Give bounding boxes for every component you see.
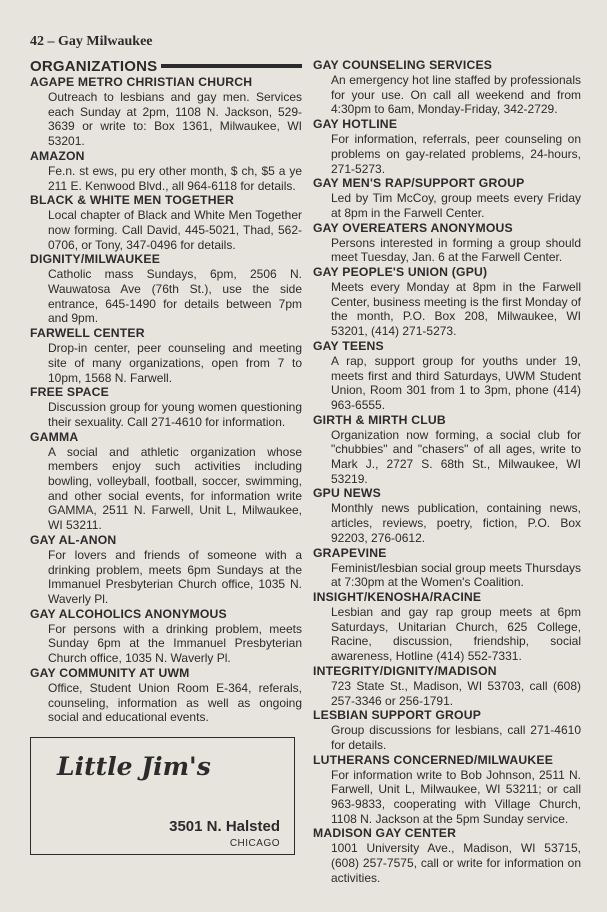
entry-body: 1001 University Ave., Madison, WI 53715, (608) 257-7575, call or write for information on activities. [331, 841, 581, 885]
entry-title: FARWELL CENTER [30, 326, 145, 341]
entry-title: GRAPEVINE [313, 545, 387, 560]
entry-body: Drop-in center, peer counseling and meeting site of many organizations, open from 7 to 10pm, 1568 N. Farwell. [48, 341, 302, 385]
ad-city: CHICAGO [229, 838, 280, 849]
directory-entry [313, 413, 581, 487]
entry-body: A social and athletic organization whose members enjoy such activities including bowling, volleyball, football, soccer, swimming, and other social events, for information write GAMMA, 2511 N. Farwell, Unit L, Milwaukee, WI 53211. [48, 444, 302, 533]
directory-entry [313, 221, 581, 265]
entry-title: AGAPE METRO CHRISTIAN CHURCH [30, 75, 253, 89]
directory-entry [30, 252, 302, 326]
directory-entry [313, 546, 581, 590]
directory-entry [313, 117, 581, 176]
entry-body: 723 State St., Madison, WI 53703, call (608) 257-3346 or 256-1791. [331, 678, 581, 708]
directory-entry [313, 486, 581, 545]
entry-title: GAY HOTLINE [313, 117, 398, 132]
entry-body: Outreach to lesbians and gay men. Services each Sunday at 2pm, 1108 N. Jackson, 529-3639 or write to: Box 1361, Milwaukee, WI 53201. [48, 90, 302, 149]
entry-body: An emergency hot line staffed by professionals for your use. On call all weekend and from 4:30pm to 6am, Monday-Friday, 342-2729. [331, 73, 581, 117]
advertisement-box [30, 737, 295, 855]
entry-title: INSIGHT/KENOSHA/RACINE [313, 589, 482, 604]
directory-entry [30, 666, 302, 725]
entry-title: GAY OVEREATERS ANONYMOUS [313, 220, 513, 235]
entry-title: GPU NEWS [313, 486, 381, 501]
entry-body: Fe.n. st ews, pu ery other month, $ ch, $5 a ye 211 E. Kenwood Blvd., all 964-6118 for details. [48, 163, 302, 193]
directory-entry [30, 326, 302, 385]
left-entry-list [30, 75, 302, 725]
entry-body: Persons interested in forming a group should meet Tuesday, Jan. 6 at the Farwell Center. [331, 235, 581, 265]
directory-entry [30, 75, 302, 149]
entry-body: Group discussions for lesbians, call 271-4610 for details. [331, 723, 581, 752]
directory-entry [313, 753, 581, 827]
page-folio: 42 – Gay Milwaukee [30, 34, 153, 49]
directory-entry [30, 430, 302, 533]
directory-entry [313, 708, 581, 752]
entry-body: Monthly news publication, containing news, articles, reviews, poetry, fiction, P.O. Box 92203, 276-0612. [331, 501, 581, 545]
entry-title: GAY COUNSELING SERVICES [313, 58, 493, 72]
entry-body: Meets every Monday at 8pm in the Farwell Center, business meeting is the first Monday of the month, P.O. Box 208, Milwaukee, WI 53201, (414) 271-5273. [331, 280, 581, 339]
directory-entry [313, 176, 581, 220]
right-column [313, 58, 581, 886]
directory-entry [30, 149, 302, 193]
directory-entry [313, 265, 581, 339]
entry-body: A rap, support group for youths under 19, meets first and third Saturdays, UWM Student Union, Room 301 from 1 to 3pm, phone (414) 963-6555. [331, 353, 581, 412]
section-header [30, 58, 302, 74]
section-title: ORGANIZATIONS [30, 57, 158, 75]
directory-entry [313, 826, 581, 885]
entry-body: Office, Student Union Room E-364, referals, counseling, information as well as ongoing social and educational events. [48, 680, 302, 725]
entry-body: For information write to Bob Johnson, 2511 N. Farwell, Unit L, Milwaukee, WI 53211; or call 963-9833, cooperating with Village Church, 1108 N. Jackson at the 5pm Sunday service. [331, 767, 581, 826]
directory-entry [30, 193, 302, 252]
directory-entry [30, 607, 302, 666]
directory-entry [313, 664, 581, 708]
entry-title: LESBIAN SUPPORT GROUP [313, 708, 482, 723]
ad-address: 3501 N. Halsted [169, 818, 280, 835]
entry-title: DIGNITY/MILWAUKEE [30, 252, 161, 267]
ad-business-name: Little Jim's [57, 752, 211, 781]
entry-title: INTEGRITY/DIGNITY/MADISON [313, 663, 497, 678]
directory-entry [30, 385, 302, 429]
entry-body: Lesbian and gay rap group meets at 6pm Saturdays, Unitarian Church, 625 College, Racine, discussion, friendship, social awareness, Hotline (414) 552-7331. [331, 604, 581, 664]
entry-title: GAY AL-ANON [30, 532, 117, 547]
entry-title: AMAZON [30, 148, 85, 163]
section-rule [161, 64, 302, 68]
entry-body: Organization now forming, a social club for "chubbies" and "chasers" of all ages, write to Mark J., 2727 S. 68th St., Milwaukee, WI 53219. [331, 427, 581, 486]
entry-body: Discussion group for young women questioning their sexuality. Call 271-4610 for information. [48, 400, 302, 429]
directory-entry [30, 533, 302, 607]
entry-body: For persons with a drinking problem, meets Sunday 6pm at the Immanuel Presbyterian Church office, 1035 N. Waverly Pl. [48, 621, 302, 666]
entry-body: Local chapter of Black and White Men Together now forming. Call David, 445-5021, Thad, 562-0706, or Tony, 347-0496 for details. [48, 208, 302, 252]
directory-entry [313, 590, 581, 664]
entry-body: For information, referrals, peer counseling on problems on gay-related problems, 24-hours, 271-5273. [331, 132, 581, 176]
left-column [30, 58, 302, 725]
entry-body: For lovers and friends of someone with a drinking problem, meets 6pm Sundays at the Immanuel Presbyterian Church office, 1035 N. Waverly Pl. [48, 547, 302, 606]
entry-title: MADISON GAY CENTER [313, 826, 457, 841]
entry-title: GAY MEN'S RAP/SUPPORT GROUP [313, 176, 525, 191]
entry-body: Led by Tim McCoy, group meets every Friday at 8pm in the Farwell Center. [331, 191, 581, 220]
entry-title: FREE SPACE [30, 385, 109, 400]
entry-body: Feminist/lesbian social group meets Thursdays at 7:30pm at the Women's Coalition. [331, 560, 581, 590]
entry-title: GAMMA [30, 429, 79, 444]
directory-entry [313, 58, 581, 117]
directory-entry [313, 339, 581, 413]
entry-title: GAY TEENS [313, 338, 384, 353]
right-entry-list [313, 58, 581, 886]
entry-title: GAY ALCOHOLICS ANONYMOUS [30, 606, 227, 621]
entry-title: BLACK & WHITE MEN TOGETHER [30, 193, 235, 208]
entry-title: GAY COMMUNITY AT UWM [30, 665, 190, 680]
entry-title: GIRTH & MIRTH CLUB [313, 412, 446, 427]
entry-title: GAY PEOPLE'S UNION (GPU) [313, 265, 488, 280]
entry-body: Catholic mass Sundays, 6pm, 2506 N. Wauwatosa Ave (76th St.), use the side entrance, 645-1490 for details between 7pm and 9pm. [48, 267, 302, 326]
entry-title: LUTHERANS CONCERNED/MILWAUKEE [313, 752, 554, 767]
